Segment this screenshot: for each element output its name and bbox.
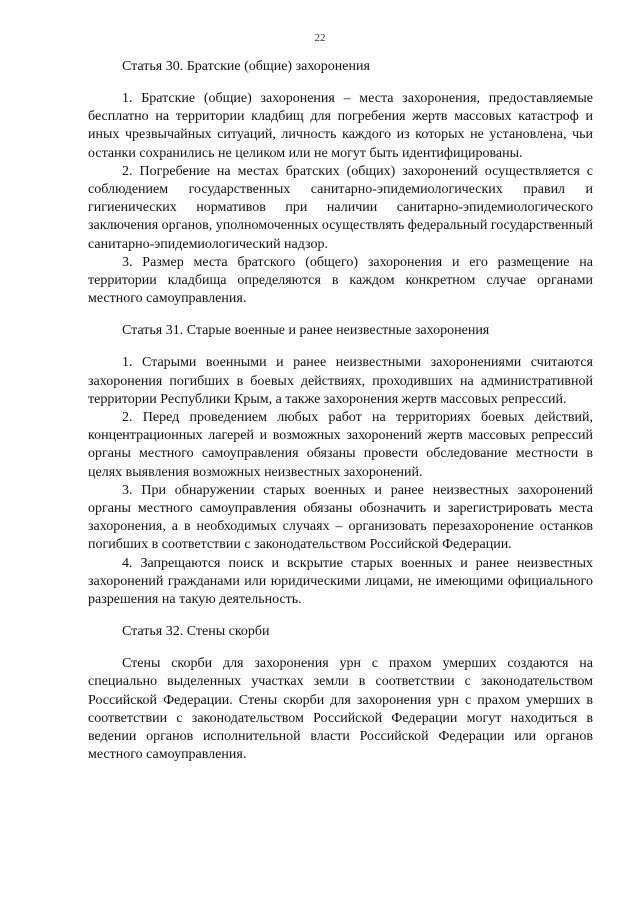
document-body xyxy=(88,58,593,765)
article-30 xyxy=(88,58,593,308)
article-title: Статья 31. Старые военные и ранее неизвестные захоронения xyxy=(122,323,490,339)
article-title: Статья 32. Стены скорби xyxy=(122,624,270,640)
article-paragraph: 1. Старыми военными и ранее неизвестными захоронениями считаются захоронения погибших в боевых действиях, проходивших на административной территории Республики Крым, а также захоронения жертв массовых репрессий. xyxy=(88,355,593,407)
article-paragraph: Стены скорби для захоронения урн с прахом умерших создаются на специально выделенных участках земли в соответствии с законодательством Российской Федерации. Стены скорби для захоронения урн с прахом умерших в соответствии с законодательством Российской Федерации могут находиться в ведении органов исполнительной власти Российской Федерации или органов местного самоуправления. xyxy=(88,656,593,763)
article-32 xyxy=(88,623,593,764)
article-paragraph: 2. Погребение на местах братских (общих) захоронений осуществляется с соблюдением государственных санитарно-эпидемиологических правил и гигиенических нормативов при наличии санитарно-эпидемиологического заключения органов, уполномоченных осуществлять федеральный государственный санитарно-эпидемиологический надзор. xyxy=(88,163,593,252)
article-paragraph: 2. Перед проведением любых работ на территориях боевых действий, концентрационных лагерей и возможных захоронений жертв массовых репрессий органы местного самоуправления обязаны провести обследование местности в целях выявления возможных неизвестных захоронений. xyxy=(88,410,593,480)
article-paragraph: 3. Размер места братского (общего) захоронения и его размещение на территории кладбища определяются в каждом конкретном случае органами местного самоуправления. xyxy=(88,254,593,307)
article-31 xyxy=(88,322,593,609)
article-title: Статья 30. Братские (общие) захоронения xyxy=(122,59,370,74)
page-number: 22 xyxy=(314,32,326,44)
article-paragraph: 1. Братские (общие) захоронения – места захоронения, предоставляемые бесплатно на территории кладбищ для погребения жертв массовых катастроф и иных чрезвычайных ситуаций, личность каждого из которых не установлена, чьи останки сохранились не целиком или не могут быть идентифицированы. xyxy=(88,91,593,161)
article-paragraph: 4. Запрещаются поиск и вскрытие старых военных и ранее неизвестных захоронений гражданами или юридическими лицами, не имеющими официального разрешения на такую деятельность. xyxy=(88,555,593,608)
article-paragraph: 3. При обнаружении старых военных и ранее неизвестных захоронений органы местного самоуправления обязаны обозначить и зарегистрировать места захоронения, а в необходимых случаях – организовать перезахоронение останков погибших в соответствии с законодательством Российской Федерации. xyxy=(88,482,593,553)
